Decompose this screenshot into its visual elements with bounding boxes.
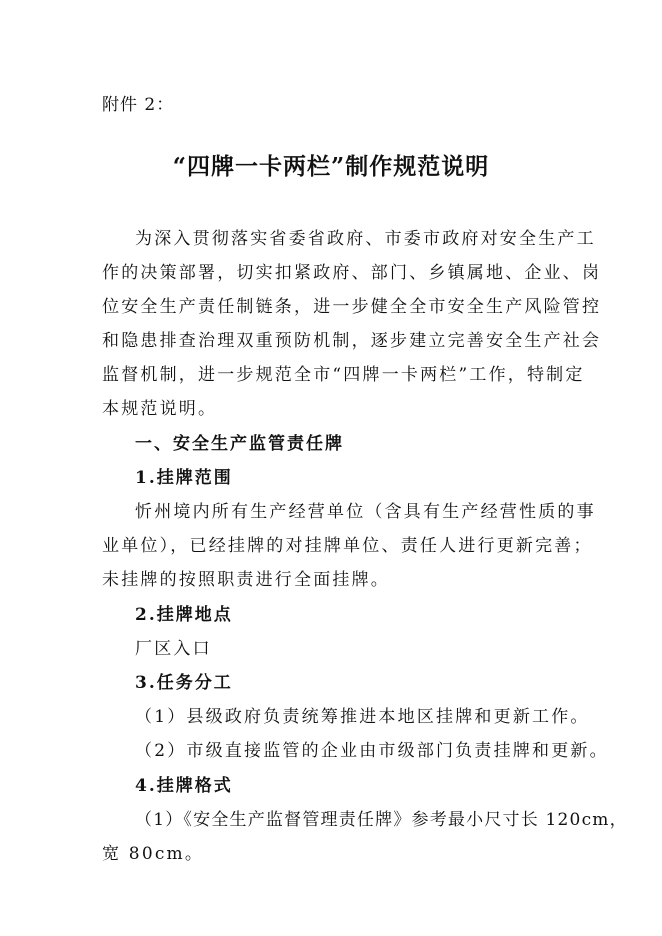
subsection-heading: 4.挂牌格式 [135,776,233,796]
paragraph-line: （1）县级政府负责统筹推进本地区挂牌和更新工作。 [135,707,590,727]
subsection-heading: 3.任务分工 [135,673,233,693]
paragraph-line: （2）市级直接监管的企业由市级部门负责挂牌和更新。 [135,741,609,761]
paragraph-line: （1）《安全生产监督管理责任牌》参考最小尺寸长 120cm， [135,810,628,830]
paragraph-line: 业单位），已经挂牌的对挂牌单位、责任人进行更新完善； [102,536,593,556]
subsection-heading: 1.挂牌范围 [135,468,233,488]
attachment-label: 附件 2： [102,95,175,115]
paragraph-line: 厂区入口 [135,639,212,659]
paragraph-line: 宽 80cm。 [102,844,205,864]
intro-line: 和隐患排查治理双重预防机制，逐步建立完善安全生产社会 [102,331,602,351]
intro-line: 监督机制，进一步规范全市“四牌一卡两栏”工作，特制定 [102,365,585,385]
document-title: “四牌一卡两栏”制作规范说明 [172,153,490,180]
subsection-heading: 2.挂牌地点 [135,605,233,625]
section-heading: 一、安全生产监管责任牌 [135,434,344,454]
paragraph-line: 未挂牌的按照职责进行全面挂牌。 [102,570,390,590]
intro-line: 位安全生产责任制链条，进一步健全全市安全生产风险管控 [102,297,602,317]
intro-line: 作的决策部署，切实扣紧政府、部门、乡镇属地、企业、岗 [102,263,602,283]
intro-line: 本规范说明。 [102,399,218,419]
intro-line: 为深入贯彻落实省委省政府、市委市政府对安全生产工 [135,229,596,249]
paragraph-line: 忻州境内所有生产经营单位（含具有生产经营性质的事 [135,502,596,522]
